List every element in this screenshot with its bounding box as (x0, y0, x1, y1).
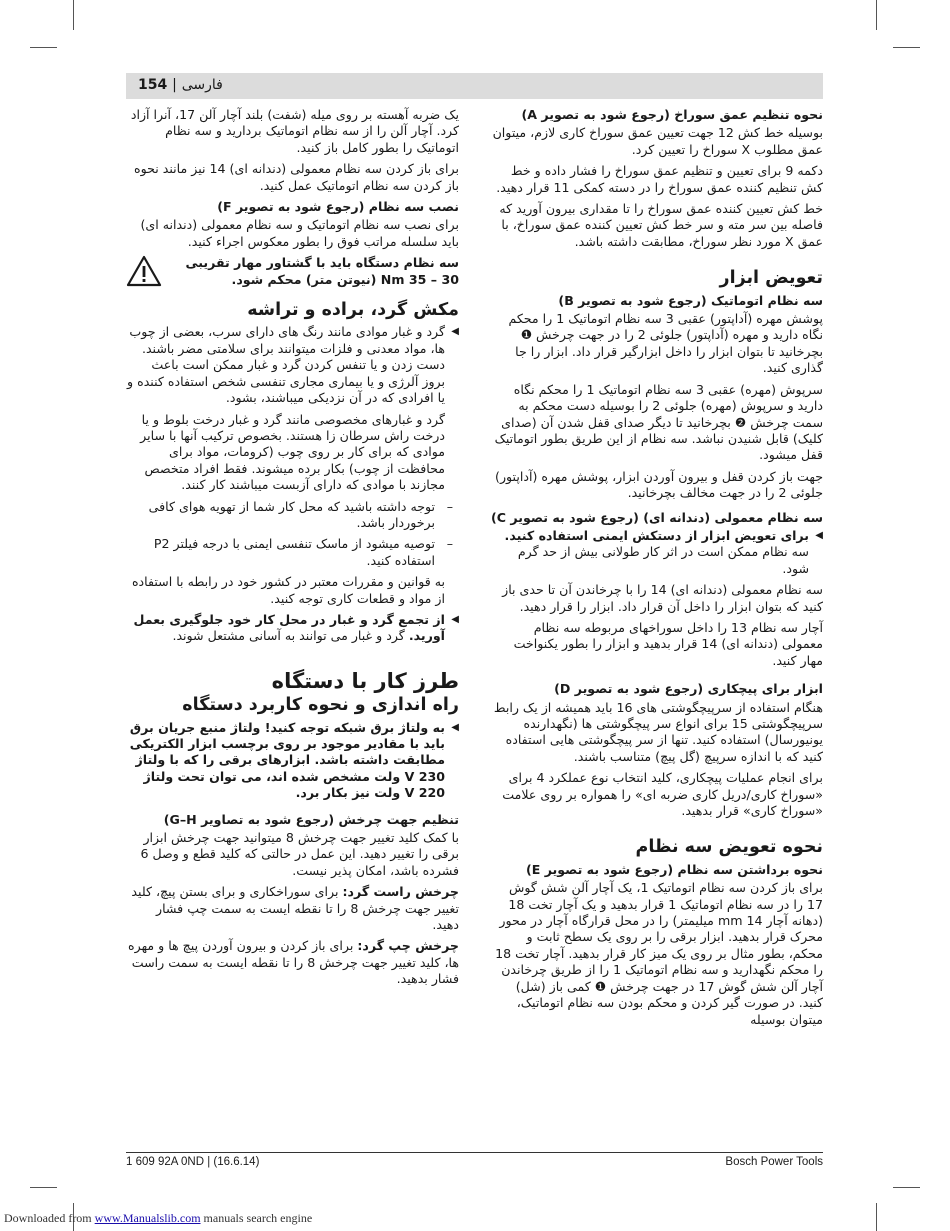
chuck-mounting-paragraph: برای نصب سه نظام اتوماتیک و سه نظام معمولی (دندانه ای) باید سلسله مراتب فوق را بطور معکوس اجراء کنید. (140, 217, 459, 249)
keyless-chuck-heading: سه نظام اتوماتیک (رجوع شود به تصویر B) (558, 292, 823, 308)
screwdriving-paragraph: هنگام استفاده از سرپیچگوشتی های 16 باید همیشه از یک رابط سرپیچگوشتی 15 برای انواع سر پیچگوشتی ها (نگهدارنده یونیورسال) استفاده کنید. تنها از سر پیچگوشتی هایی استفاده کنید که با اندازه سرپیچ (گل پیچ) متناسب باشند. (493, 699, 823, 764)
depth-stop-heading: نحوه تنظیم عمق سوراخ (رجوع شود به تصویر A) (521, 107, 823, 122)
tool-change-heading: تعویض ابزار (719, 268, 823, 289)
keyed-chuck-paragraph: آچار سه نظام 13 را داخل سوراخهای مربوطه سه نظام معمولی (دندانه ای) 14 قرار بدهید و ابزار را بطور یکنواخت مهار کنید. (513, 619, 823, 668)
keyless-chuck-paragraph: سرپوش (مهره) عقبی 3 سه نظام اتوماتیک 1 را محکم نگاه دارید و سرپوش (مهره) جلوئی 2 را بوسیله دست محکم به سمت چرخش ❷ بچرخانید تا دیگر صدای قفل شدن آن (صدای کلیک) قابل شنیدن نباشد. سه نظام از این طریق بطور اتوماتیک قفل میشود. (494, 381, 823, 463)
ventilation-item: – توجه داشته باشید که محل کار شما از تهویه هوای کافی برخوردار باشد. (126, 499, 459, 532)
dust-accumulation-bold: از تجمع گرد و غبار در محل کار خود جلوگیری بعمل آورید. (133, 611, 445, 644)
rotation-heading: تنظیم جهت چرخش (رجوع شود به تصاویر G–H) (163, 811, 459, 827)
chuck-mounting-heading: نصب سه نظام (رجوع شود به تصویر F) (217, 199, 459, 215)
download-prefix: Downloaded from (4, 1211, 92, 1225)
header-language: فارسی (181, 77, 223, 93)
chuck-removal-continued: یک ضربه آهسته بر روی میله (شفت) بلند آچار آلن 17، آنرا آزاد کرد. آچار آلن را از سه نظام اتوماتیک بردارید و سه نظام اتوماتیک را بطور کامل باز کنید. (130, 107, 459, 155)
regulations-paragraph: به قوانین و مقررات معتبر در کشور خود در رابطه با استفاده از مواد و قطعات کاری توجه کنید. (131, 574, 445, 606)
left-column (126, 107, 459, 993)
right-column (490, 107, 823, 1033)
dust-paragraph: گرد و غبارهای مخصوصی مانند گرد و غبار درخت بلوط و یا درخت راش سرطان زا هستند. بخصوص ترکیب آنها با سایر موادی که برای کار بر روی چوب (کرومات، مواد برای محافظت از چوب) بکار برده میشوند. فقط افراد متخصص مجازند با موادی که دارای آزبست میباشند کار کنند. (140, 411, 445, 493)
left-rotation-paragraph (126, 938, 459, 987)
rotation-paragraph: با کمک کلید تغییر جهت چرخش 8 میتوانید جهت چرخش ابزار برقی را تغییر دهید. این عمل در حالتی که کلید قطع و وصل 6 فشرده باشد، امکان پذیر نیست. (140, 830, 459, 878)
torque-warning (126, 255, 459, 288)
torque-warning-text: سه نظام دستگاه باید با گشتاور مهار تقریبی 30 – 35 Nm (نیوتن متر) محکم شود. (185, 255, 459, 287)
left-rotation-text: برای باز کردن و بیرون آوردن پیچ ها و مهره ها، کلید تغییر جهت چرخش 8 را تا نقطه ایست به سمت راست فشار بدهید. (128, 938, 459, 987)
crop-mark (73, 0, 74, 30)
header-separator: | (172, 77, 177, 93)
depth-stop-paragraph: دکمه 9 برای تعیین و تنظیم عمق سوراخ را فشار داده و خط کش تنظیم کننده عمق سوراخ را در دسته کمکی 11 قرار دهید. (496, 163, 823, 195)
keyless-chuck-paragraph: جهت باز کردن قفل و بیرون آوردن ابزار، پوشش مهره (آداپتور) جلوئی 2 را در جهت مخالف بچرخانید. (495, 468, 823, 501)
crop-mark (893, 47, 920, 48)
right-rotation-label: چرخش راست گرد: (342, 884, 459, 900)
chuck-removal-heading: نحوه برداشتن سه نظام (رجوع شود به تصویر E) (525, 861, 823, 877)
right-rotation-text: برای سوراخکاری و برای بستن پیچ، کلید تغییر جهت چرخش 8 را تا نقطه ایست به سمت چپ فشار دهید. (131, 884, 459, 933)
dust-bullet: ◀ گرد و غبار موادی مانند رنگ های دارای سرب، بعضی از چوب ها، مواد معدنی و فلزات میتوانند برای سلامتی مضر باشند. دست زدن و یا تنفس کردن گرد و غبار ممکن است باعث بروز آلرژی و یا بیماری مجاری تنفسی شخص استفاده کننده و یا افرادی که در آن نزدیکی میباشند، بشود. (126, 324, 459, 406)
warning-triangle-icon (126, 255, 162, 287)
keyed-chuck-heading: سه نظام معمولی (دندانه ای) (رجوع شود به تصویر C) (491, 509, 823, 525)
dust-extraction-heading: مکش گرد، براده و تراشه (247, 300, 459, 321)
gloves-bullet-bold: برای تعویض ابزار از دستکش ایمنی استفاده کنید. (504, 527, 809, 543)
footer-brand: Bosch Power Tools (725, 1156, 823, 1168)
download-suffix: manuals search engine (203, 1211, 313, 1225)
crop-mark (876, 0, 877, 30)
gloves-bullet-text: سه نظام ممکن است در اثر کار طولانی بیش از حد گرم شود. (517, 544, 809, 576)
download-notice (4, 1211, 312, 1226)
screwdriving-heading: ابزار برای پیچکاری (رجوع شود به تصویر D) (554, 681, 823, 697)
page-number: 154 (138, 77, 168, 93)
footer-rule (126, 1152, 823, 1153)
keyed-chuck-removal-paragraph: برای باز کردن سه نظام معمولی (دندانه ای) 14 نیز مانند نحوه باز کردن سه نظام اتوماتیک عمل کنید. (134, 161, 459, 193)
depth-stop-paragraph: خط کش تعیین کننده عمق سوراخ را تا مقداری بیرون آورید که فاصله بین سر مته و سر خط کش تعیین کننده عمق سوراخ، با عمق X مورد نظر سوراخ، مطابقت داشته باشد. (499, 201, 823, 249)
mask-item: – توصیه میشود از ماسک تنفسی ایمنی با درجه فیلتر P2 استفاده کنید. (126, 536, 459, 569)
depth-stop-paragraph: بوسیله خط کش 12 جهت تعیین عمق سوراخ کاری لازم، میتوان عمق مطلوب X سوراخ را تعیین کرد. (492, 125, 823, 157)
left-rotation-label: چرخش چپ گرد: (357, 938, 459, 954)
chuck-change-heading: نحوه تعویض سه نظام (635, 837, 823, 858)
crop-mark (876, 1203, 877, 1231)
voltage-bullet: ◀ به ولتاژ برق شبکه توجه کنید! ولتاژ منبع جریان برق باید با مقادیر موجود بر روی برچسب ابزار الکتریکی مطابقت داشته باشد. ابزارهای برقی را که با ولتاژ 230 V ولت مشخص شده اند، می توان تحت ولتاژ 220 V ولت نیز بکار برد. (126, 720, 459, 802)
chuck-removal-paragraph: برای باز کردن سه نظام اتوماتیک 1، یک آچار آلن شش گوش 17 را در سه نظام اتوماتیک 1 قرار بدهید و یک آچار تخت 18 (دهانه آچار 14 mm میلیمتر) را در محل قرارگاه آچار در محور محرک قرار بدهید. ابزار برقی را بر روی یک سطح ثابت و محکم، بطور مثال بر روی یک میز کار قرار بدهید. آچار تخت 18 را محکم نگهدارید و سه نظام اتوماتیک 1 را از طریق چرخاندن آچار آلن شش گوش 17 در جهت چرخش ❶ کمی باز (شل) کنید. در صورت گیر کردن و محکم بودن سه نظام اتوماتیک، میتوان بوسیله (495, 880, 823, 1027)
operation-heading: طرز کار با دستگاه (271, 668, 459, 693)
keyless-chuck-paragraph: پوشش مهره (آداپتور) عقبی 3 سه نظام اتوماتیک 1 را محکم نگاه دارید و مهره (آداپتور) جلوئی 2 را در جهت چرخش ❶ بچرخانید تا بتوان ابزار را داخل ابزارگیر قرار داد. ابزار را جا گذاری کنید. (508, 311, 823, 376)
right-rotation-paragraph (126, 884, 459, 933)
crop-mark (30, 47, 57, 48)
footer-doc-number: 1 609 92A 0ND | (16.6.14) (126, 1156, 260, 1168)
page-header-band (126, 73, 823, 99)
page-header (138, 77, 223, 93)
manualslib-link[interactable]: www.Manualslib.com (94, 1211, 201, 1225)
gloves-bullet (490, 528, 823, 577)
dust-accumulation-text: گرد و غبار می توانند به آسانی مشتعل شوند. (172, 628, 405, 644)
dust-accumulation-bullet (126, 612, 459, 645)
crop-mark (30, 1187, 57, 1188)
startup-heading: راه اندازی و نحوه کاربرد دستگاه (182, 695, 459, 716)
crop-mark (893, 1187, 920, 1188)
screwdriving-paragraph: برای انجام عملیات پیچکاری، کلید انتخاب نوع عملکرد 4 برای «سوراخ کاری/دریل کاری ضربه ای» را همواره بر روی علامت «سوراخ کاری» قرار بدهید. (502, 770, 823, 819)
keyed-chuck-paragraph: سه نظام معمولی (دندانه ای) 14 را با چرخاندن آن تا حدی باز کنید که بتوان ابزار را داخل آن قرار داد. ابزار را قرار دهید. (502, 582, 823, 614)
